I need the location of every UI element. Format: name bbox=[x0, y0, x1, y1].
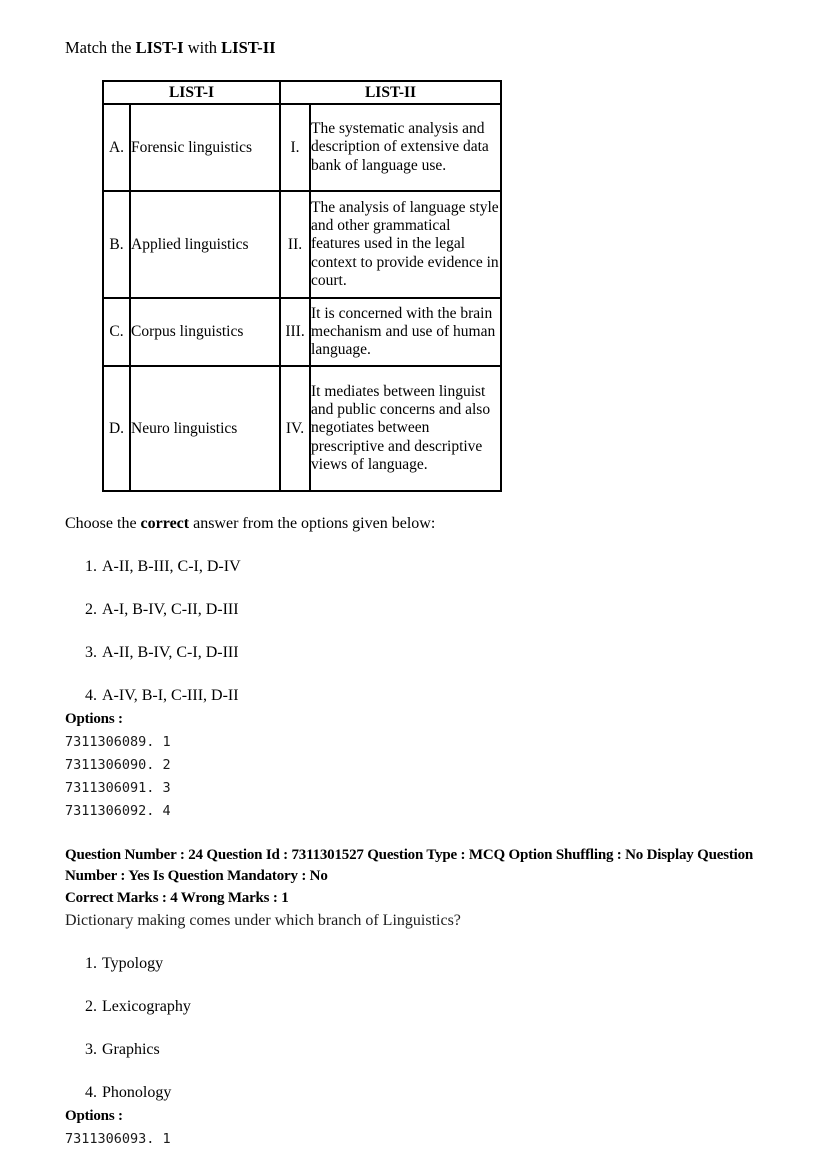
row-a-item: Forensic linguistics bbox=[130, 104, 280, 191]
table-row bbox=[103, 191, 501, 298]
row-c-item: Corpus linguistics bbox=[130, 298, 280, 366]
option-id-list bbox=[65, 1128, 771, 1151]
option-id-list bbox=[65, 731, 771, 823]
answer-option-4 bbox=[85, 687, 771, 705]
answer-option-2 bbox=[85, 601, 771, 619]
row-d-roman: IV. bbox=[280, 366, 310, 491]
option-text: A-IV, B-I, C-III, D-II bbox=[102, 687, 239, 704]
list2-header: LIST-II bbox=[280, 81, 501, 104]
option-id: 7311306089. 1 bbox=[65, 734, 171, 750]
option-id: 7311306090. 2 bbox=[65, 757, 171, 773]
table-row bbox=[103, 366, 501, 491]
row-b-item: Applied linguistics bbox=[130, 191, 280, 298]
options-label: Options : bbox=[65, 1108, 123, 1124]
table-row bbox=[103, 104, 501, 191]
answer-option-1 bbox=[85, 955, 771, 973]
option-text: A-II, B-III, C-I, D-IV bbox=[102, 558, 241, 575]
answer-option-4 bbox=[85, 1084, 771, 1102]
option-text: Typology bbox=[102, 955, 164, 972]
question-text: Dictionary making comes under which branch of Linguistics? bbox=[65, 912, 461, 929]
row-d-item: Neuro linguistics bbox=[130, 366, 280, 491]
table-row bbox=[103, 298, 501, 366]
row-b-description: The analysis of language style and other grammatical features used in the legal context to provide evidence in court. bbox=[310, 191, 501, 298]
option-text: Phonology bbox=[102, 1084, 172, 1101]
heading-list2: LIST-II bbox=[221, 38, 276, 57]
option-text: A-I, B-IV, C-II, D-III bbox=[102, 601, 239, 618]
marks-line: Correct Marks : 4 Wrong Marks : 1 bbox=[65, 890, 289, 906]
option-id: 7311306093. 1 bbox=[65, 1131, 171, 1147]
option-number: 3. bbox=[85, 644, 97, 661]
match-table-header-row bbox=[103, 81, 501, 104]
row-b-roman: II. bbox=[280, 191, 310, 298]
option-id: 7311306091. 3 bbox=[65, 780, 171, 796]
answer-option-1 bbox=[85, 558, 771, 576]
option-id: 7311306092. 4 bbox=[65, 803, 171, 819]
row-b-label: B. bbox=[103, 191, 130, 298]
option-number: 2. bbox=[85, 998, 97, 1015]
answer-option-2 bbox=[85, 998, 771, 1016]
option-text: Lexicography bbox=[102, 998, 191, 1015]
option-number: 4. bbox=[85, 687, 97, 704]
row-c-roman: III. bbox=[280, 298, 310, 366]
option-number: 1. bbox=[85, 955, 97, 972]
heading-middle: with bbox=[183, 38, 222, 57]
option-text: Graphics bbox=[102, 1041, 160, 1058]
row-d-label: D. bbox=[103, 366, 130, 491]
options-label: Options : bbox=[65, 711, 123, 727]
choose-bold: correct bbox=[140, 515, 190, 532]
row-a-roman: I. bbox=[280, 104, 310, 191]
question-23-block bbox=[65, 38, 771, 823]
option-text: A-II, B-IV, C-I, D-III bbox=[102, 644, 239, 661]
list1-header: LIST-I bbox=[103, 81, 280, 104]
match-table bbox=[102, 80, 502, 492]
option-number: 2. bbox=[85, 601, 97, 618]
heading-prefix: Match the bbox=[65, 38, 136, 57]
option-number: 1. bbox=[85, 558, 97, 575]
choose-prefix: Choose the bbox=[65, 515, 141, 532]
option-number: 3. bbox=[85, 1041, 97, 1058]
match-heading bbox=[65, 38, 771, 58]
option-number: 4. bbox=[85, 1084, 97, 1101]
answer-option-3 bbox=[85, 1041, 771, 1059]
row-c-description: It is concerned with the brain mechanism and use of human language. bbox=[310, 298, 501, 366]
choose-instruction bbox=[65, 515, 771, 533]
row-c-label: C. bbox=[103, 298, 130, 366]
question-24-block bbox=[65, 845, 771, 1151]
choose-suffix: answer from the options given below: bbox=[189, 515, 436, 532]
row-a-description: The systematic analysis and description of extensive data bank of language use. bbox=[310, 104, 501, 191]
row-a-label: A. bbox=[103, 104, 130, 191]
row-d-description: It mediates between linguist and public concerns and also negotiates between prescriptive and descriptive views of language. bbox=[310, 366, 501, 491]
heading-list1: LIST-I bbox=[135, 38, 184, 57]
answer-option-3 bbox=[85, 644, 771, 662]
question-meta: Question Number : 24 Question Id : 7311301527 Question Type : MCQ Option Shuffling : No Display Question Number : Yes Is Question Mandatory : No bbox=[65, 847, 754, 884]
